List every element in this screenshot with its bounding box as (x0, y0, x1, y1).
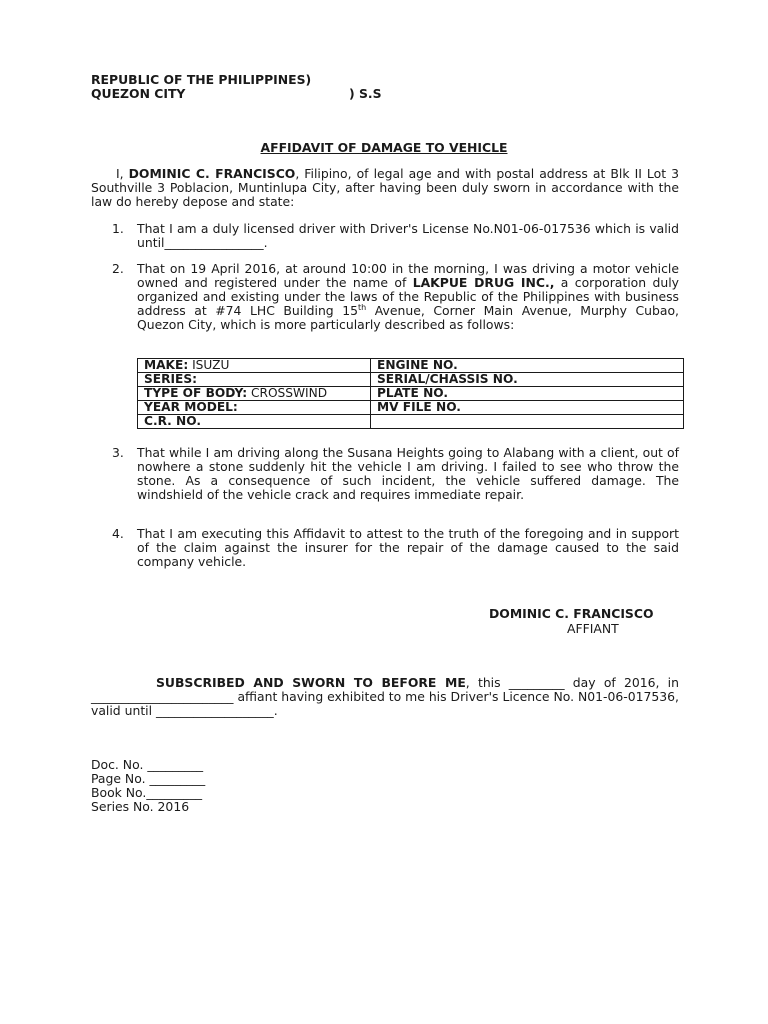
series-no: Series No. 2016 (91, 799, 190, 814)
vehicle-details-table (137, 358, 684, 429)
body-type-value: CROSSWIND (247, 386, 328, 400)
table-cell (371, 415, 684, 429)
table-cell (371, 387, 684, 401)
list-item-4-text: That I am executing this Affidavit to attest to the truth of the foregoing and in support of the claim against the insurer for the repair of the damage caused to the said company vehicle. (137, 526, 679, 569)
jurat-paragraph (91, 676, 679, 718)
year-model-label: YEAR MODEL: (144, 400, 238, 414)
list-item-4 (112, 527, 679, 569)
book-no: Book No._________ (91, 785, 203, 800)
table-row (138, 387, 684, 401)
body-type-label: TYPE OF BODY: (144, 386, 248, 400)
ordinal-suffix: th (358, 302, 367, 312)
plate-no-label: PLATE NO. (377, 386, 448, 400)
list-item-3-text: That while I am driving along the Susana Heights going to Alabang with a client, out of nowhere a stone suddenly hit the vehicle I am driving. I failed to see who throw the stone. As a consequence of such incident, the vehicle suffered damage. The windshield of the vehicle crack and requires immediate repair. (137, 445, 679, 502)
header-ss-text: ) S.S (349, 86, 382, 101)
intro-rest: , Filipino, of legal age and with postal address at Blk II Lot 3 Southville 3 Poblacion, Muntinlupa City, after having been duly sworn in accordance with the law do hereby depose and state: (91, 166, 679, 209)
intro-paragraph (91, 167, 679, 209)
intro-lead: I, (116, 166, 129, 181)
list-item-4-number: 4. (112, 526, 124, 541)
list-item-2-part1: That on 19 April 2016, at around 10:00 in the morning, I was driving a motor vehicle owned and registered under the name of (137, 261, 679, 290)
table-cell (371, 373, 684, 387)
header-city-text: QUEZON CITY (91, 86, 186, 101)
list-item-3 (112, 446, 679, 502)
notarial-register (91, 758, 205, 814)
engine-no-label: ENGINE NO. (377, 358, 458, 372)
page-no: Page No. _________ (91, 771, 206, 786)
table-cell (371, 401, 684, 415)
table-cell (138, 387, 371, 401)
header-republic-text: REPUBLIC OF THE PHILIPPINES) (91, 72, 312, 87)
doc-no: Doc. No. _________ (91, 757, 204, 772)
chassis-no-label: SERIAL/CHASSIS NO. (377, 372, 518, 386)
table-cell (138, 415, 371, 429)
table-row (138, 401, 684, 415)
list-item-1-text: That I am a duly licensed driver with Driver's License No.N01-06-017536 which is valid until________________. (137, 221, 679, 250)
header-line-republic (91, 73, 311, 87)
list-item-1 (112, 222, 679, 250)
list-item-2-part3: Avenue, Corner Main Avenue, Murphy Cubao, Quezon City, which is more particularly described as follows: (137, 303, 680, 332)
document-title: AFFIDAVIT OF DAMAGE TO VEHICLE (260, 140, 508, 155)
table-row (138, 359, 684, 373)
table-row (138, 373, 684, 387)
series-label: SERIES: (144, 372, 197, 386)
make-value: ISUZU (188, 358, 230, 372)
company-name: LAKPUE DRUG INC., (412, 275, 555, 290)
signature-name: DOMINIC C. FRANCISCO (489, 606, 654, 621)
header-line-city (91, 87, 185, 101)
affiant-name-inline: DOMINIC C. FRANCISCO (128, 166, 296, 181)
table-cell (138, 359, 371, 373)
table-cell (138, 373, 371, 387)
list-item-1-number: 1. (112, 221, 124, 236)
jurat-rest: , this _________ day of 2016, in _______________________ affiant having exhibited to me his Driver's Licence No. N01-06-017536, valid until ___________________. (91, 675, 679, 718)
table-cell (371, 359, 684, 373)
signature-role: AFFIANT (567, 621, 619, 636)
table-row (138, 415, 684, 429)
table-cell (138, 401, 371, 415)
mv-file-no-label: MV FILE NO. (377, 400, 461, 414)
list-item-2-number: 2. (112, 261, 124, 276)
cr-no-label: C.R. NO. (144, 414, 201, 428)
list-item-2-part2: a corporation duly organized and existing under the laws of the Republic of the Philippines with business address at #74 LHC Building 15 (137, 275, 679, 318)
make-label: MAKE: (144, 358, 189, 372)
list-item-2 (112, 262, 679, 332)
list-item-2-text (137, 262, 679, 332)
jurat-lead: SUBSCRIBED AND SWORN TO BEFORE ME (156, 675, 466, 690)
list-item-3-number: 3. (112, 445, 124, 460)
header-ss (349, 87, 382, 101)
